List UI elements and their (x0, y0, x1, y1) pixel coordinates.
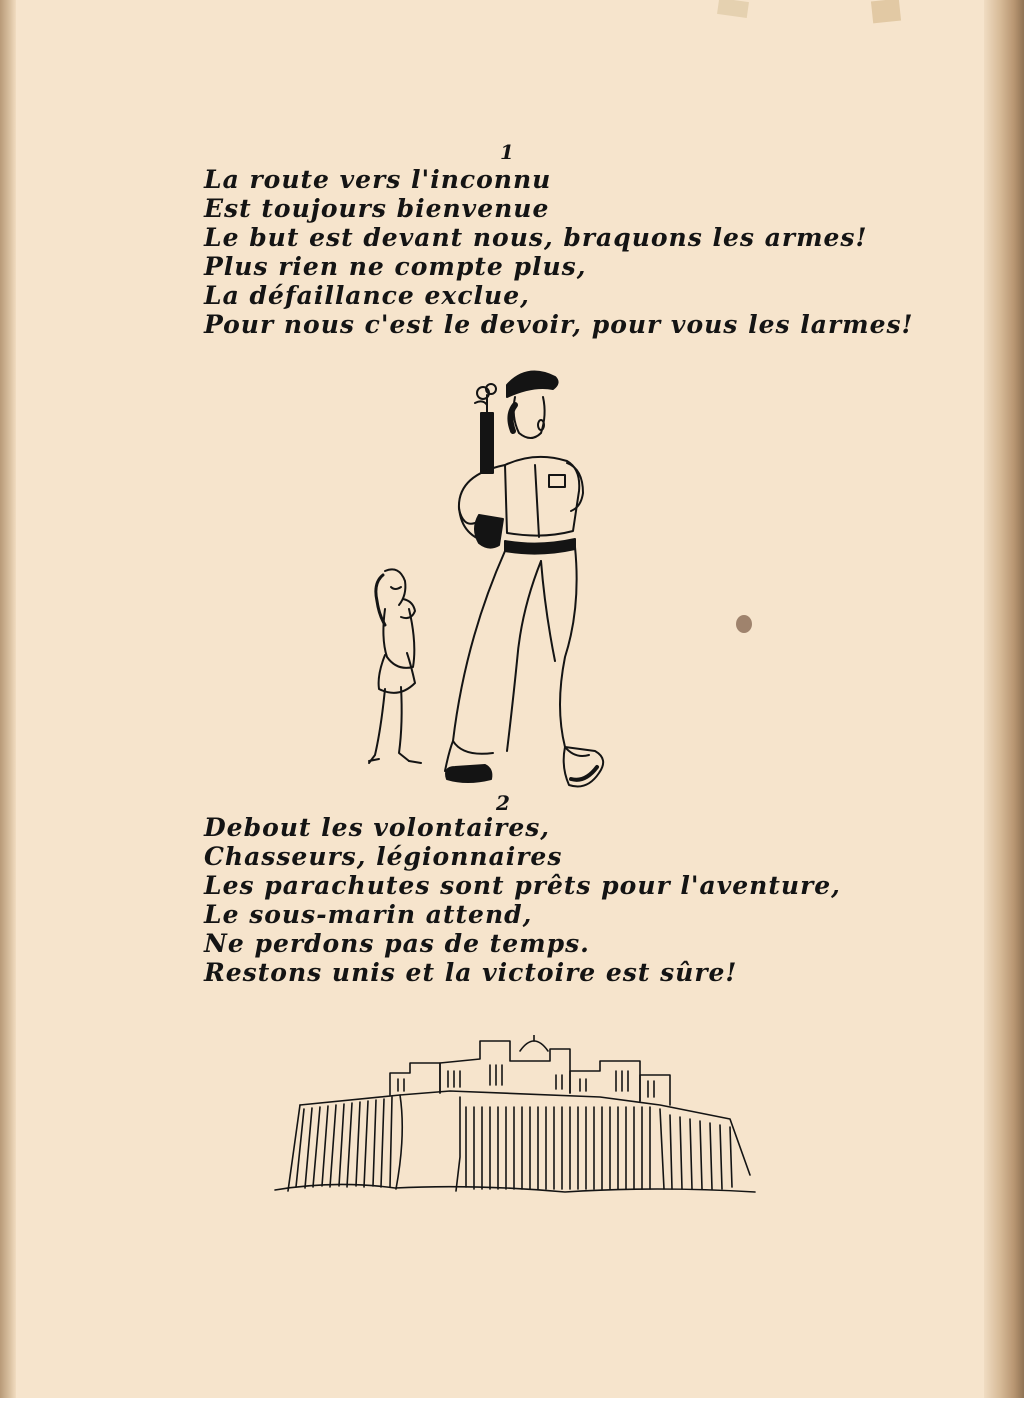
verse-line: Les parachutes sont prêts pour l'aventure, (204, 871, 841, 900)
soldier-illustration (355, 355, 625, 800)
verse-line: Chasseurs, légionnaires (204, 842, 563, 871)
page-bottom-edge (0, 1398, 1024, 1410)
page-binding-left (0, 0, 16, 1410)
verse-line: La défaillance exclue, (204, 281, 530, 310)
tape-scrap (871, 0, 901, 23)
tape-scrap (717, 0, 749, 18)
verse-line: La route vers l'inconnu (204, 165, 552, 194)
verse-line: Plus rien ne compte plus, (204, 252, 587, 281)
verse-line: Restons unis et la victoire est sûre! (204, 958, 738, 987)
verse-line: Ne perdons pas de temps. (204, 929, 590, 958)
verse-line: Le but est devant nous, braquons les armes! (204, 223, 868, 252)
paper-stain (736, 615, 752, 633)
verse-number-1: 1 (500, 140, 514, 164)
verse-2 (204, 813, 841, 987)
verse-line: Le sous-marin attend, (204, 900, 533, 929)
verse-line: Debout les volontaires, (204, 813, 550, 842)
verse-line: Est toujours bienvenue (204, 194, 550, 223)
citadel-illustration (270, 1035, 760, 1200)
verse-number-2: 2 (496, 791, 510, 815)
verse-1 (204, 165, 914, 339)
verse-line: Pour nous c'est le devoir, pour vous les larmes! (204, 310, 914, 339)
page-binding-right (984, 0, 1024, 1410)
